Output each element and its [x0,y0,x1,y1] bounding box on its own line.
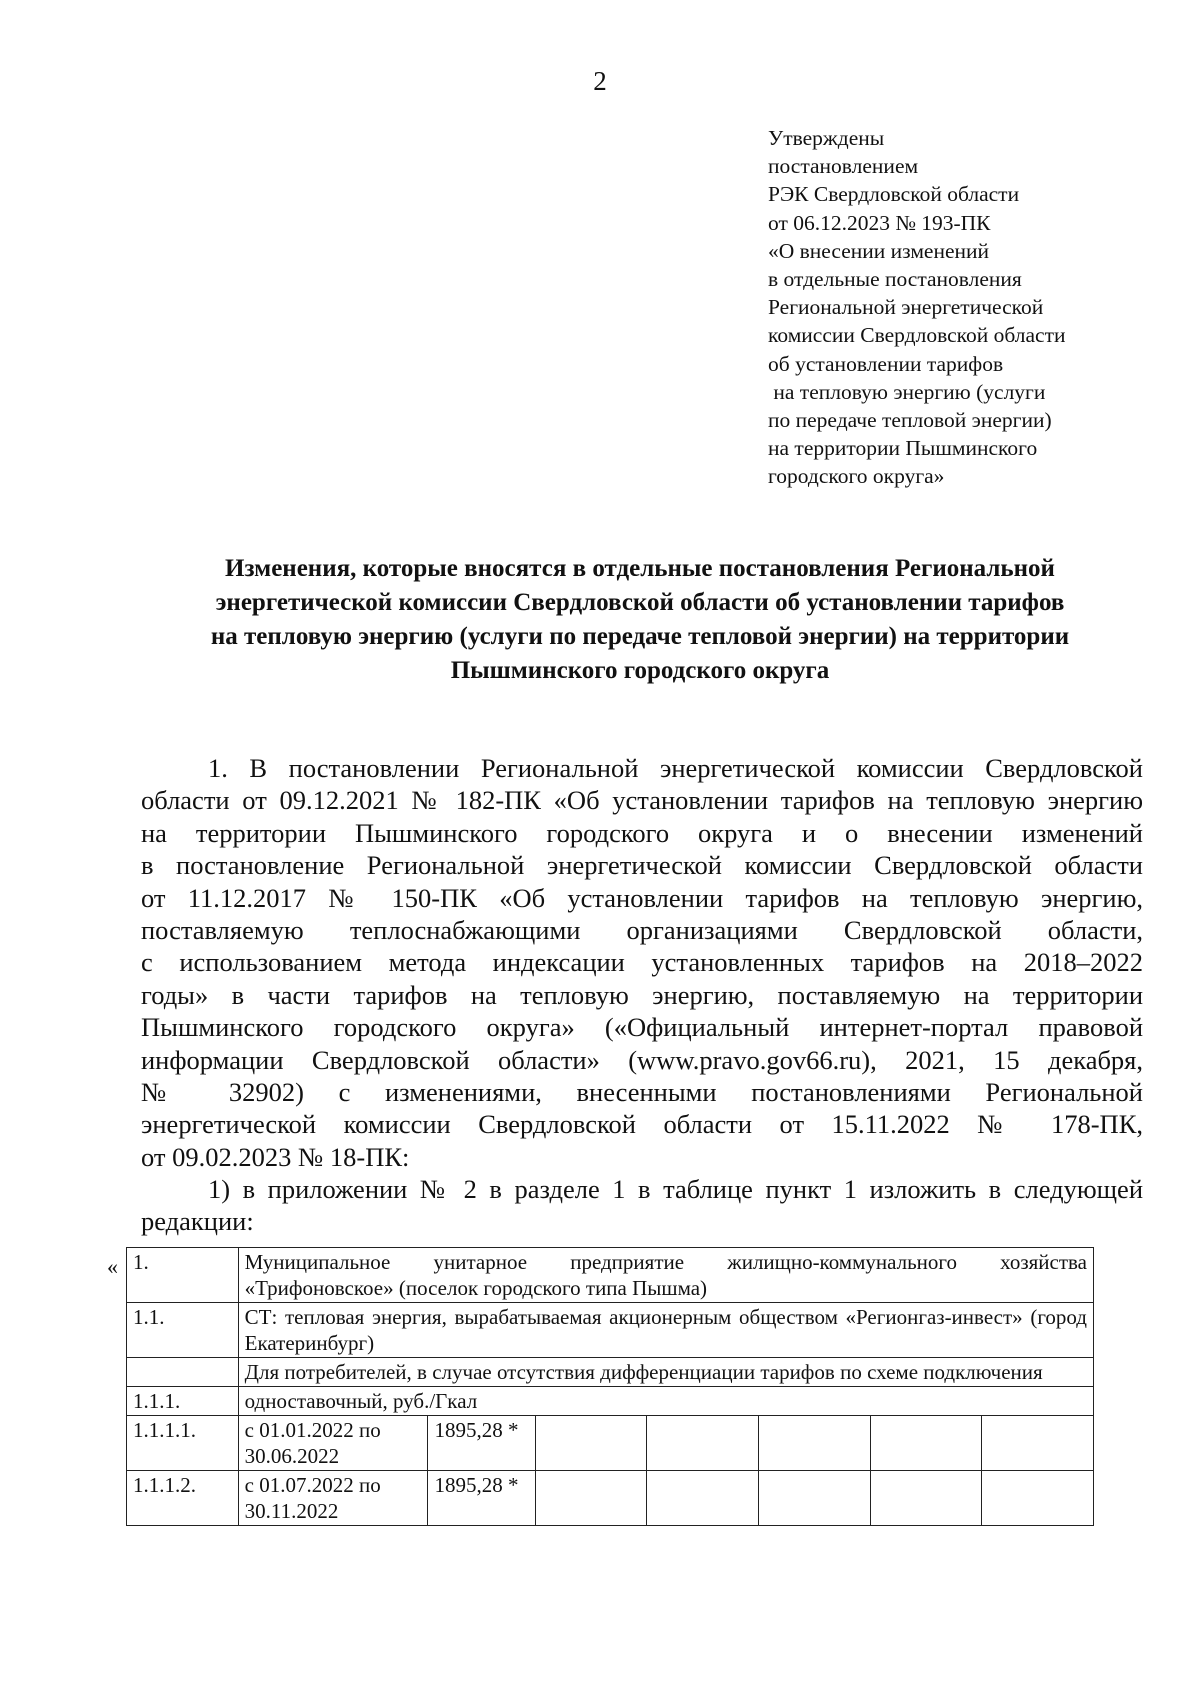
empty-cell [758,1471,870,1526]
empty-cell [535,1416,647,1471]
row-number: 1.1.1.1. [127,1416,239,1471]
paragraph-line: № 32902) с изменениями, внесенными постановлениями Региональной [141,1076,1143,1107]
approval-line: Региональной энергетической [768,295,1044,320]
paragraph-line: на территории Пышминского городского округа и о внесении изменений [141,817,1143,848]
table-row [127,1416,1094,1471]
empty-cell [647,1416,759,1471]
paragraph-line: годы» в части тарифов на тепловую энергию, поставляемую на территории [141,979,1143,1010]
paragraph-line: информации Свердловской области» (www.pravo.gov66.ru), 2021, 15 декабря, [141,1044,1143,1075]
row-text: одноставочный, руб./Гкал [238,1387,1093,1416]
row-period: с 01.07.2022 по 30.11.2022 [238,1471,428,1526]
approval-line: на территории Пышминского [768,436,1038,461]
title-line: энергетической комиссии Свердловской области об установлении тарифов [215,589,1065,616]
approval-line: Утверждены [768,126,885,150]
title-line: Изменения, которые вносятся в отдельные постановления Региональной [225,555,1055,582]
body-text [141,752,1143,1238]
paragraph-line: поставляемую теплоснабжающими организациями Свердловской области, [141,914,1143,945]
table-row [127,1471,1094,1526]
approval-line: РЭК Свердловской области [768,182,1020,207]
subitem-line: 1) в приложении № 2 в разделе 1 в таблице пункт 1 изложить в следующей [208,1174,1143,1205]
paragraph-line: области от 09.12.2021 № 182-ПК «Об установлении тарифов на тепловую энергию [141,785,1143,816]
paragraph-line: с использованием метода индексации установленных тарифов на 2018–2022 [141,947,1143,978]
approval-line: «О внесении изменений [768,238,990,263]
table-row [127,1358,1094,1387]
subitem-line: редакции: [141,1206,254,1237]
row-number: 1.1. [127,1303,239,1358]
row-number: 1.1.1. [127,1387,239,1416]
row-tariff-value: 1895,28 * [428,1471,535,1526]
paragraph-line: энергетической комиссии Свердловской области от 15.11.2022 № 178-ПК, [141,1109,1143,1140]
table-open-quote: « [107,1254,118,1279]
empty-cell [647,1471,759,1526]
paragraph-line: Пышминского городского округа» («Официальный интернет-портал правовой [141,1012,1143,1043]
row-number: 1. [127,1248,239,1303]
row-period: с 01.01.2022 по 30.06.2022 [238,1416,428,1471]
approval-line: об установлении тарифов [768,351,1004,376]
row-tariff-value: 1895,28 * [428,1416,535,1471]
approval-line: городского округа» [768,464,945,489]
paragraph-line: 1. В постановлении Региональной энергетической комиссии Свердловской [208,753,1143,783]
paragraph-line: от 09.02.2023 № 18-ПК: [141,1141,410,1172]
empty-cell [758,1416,870,1471]
table-row [127,1248,1094,1303]
table-row [127,1303,1094,1358]
approval-line: комиссии Свердловской области [768,323,1066,348]
approval-line: постановлением [768,154,919,179]
table-row [127,1387,1094,1416]
row-text: СТ: тепловая энергия, вырабатываемая акционерным обществом «Регионгаз-инвест» (город Екатеринбург) [238,1303,1093,1358]
approval-line: от 06.12.2023 № 193-ПК [768,210,991,235]
page-number: 2 [593,66,607,96]
empty-cell [870,1416,982,1471]
title-line: Пышминского городского округа [450,657,830,684]
empty-cell [535,1471,647,1526]
title-line: на тепловую энергию (услуги по передаче тепловой энергии) на территории [210,623,1070,650]
row-number [127,1358,239,1387]
row-text: Для потребителей, в случае отсутствия дифференциации тарифов по схеме подключения [238,1358,1093,1387]
empty-cell [982,1471,1094,1526]
tariff-table [126,1247,1094,1526]
approval-line: по передаче тепловой энергии) [768,408,1052,433]
paragraph-line: в постановление Региональной энергетической комиссии Свердловской области [141,850,1143,881]
document-title [120,552,1160,688]
empty-cell [870,1471,982,1526]
paragraph-line: от 11.12.2017 № 150-ПК «Об установлении тарифов на тепловую энергию, [141,882,1143,913]
row-number: 1.1.1.2. [127,1471,239,1526]
approval-line: на тепловую энергию (услуги [768,379,1046,404]
approval-line: в отдельные постановления [768,267,1022,292]
approval-block [768,124,1148,491]
row-text: Муниципальное унитарное предприятие жилищно-коммунального хозяйства «Трифоновское» (поселок городского типа Пышма) [238,1248,1093,1303]
empty-cell [982,1416,1094,1471]
